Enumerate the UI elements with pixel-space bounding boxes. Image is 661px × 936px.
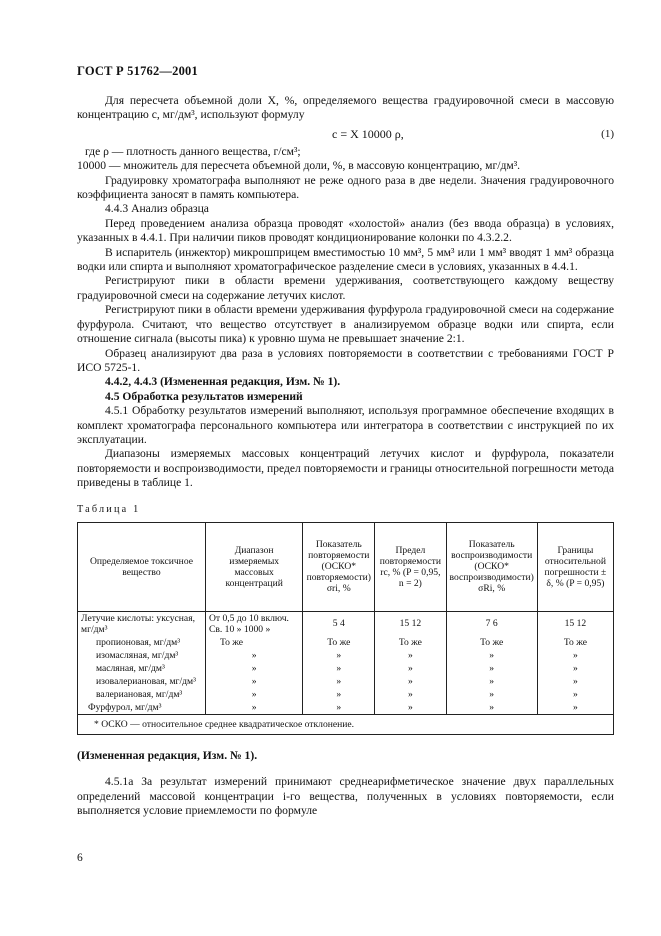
cell-range: То же <box>205 636 302 649</box>
cell-substance: пропионовая, мг/дм³ <box>78 636 206 649</box>
cell-substance: Фурфурол, мг/дм³ <box>78 701 206 715</box>
cell-value: 15 12 <box>537 611 613 636</box>
table-row <box>78 636 614 649</box>
table-row <box>78 611 614 636</box>
header-repeatability: Показатель повторяемости (ОСКО* повторяемости) σri, % <box>303 522 375 611</box>
cell-value: » <box>303 675 375 688</box>
header-reproducibility: Показатель воспроизводимости (ОСКО* воспроизводимости) σRi, % <box>446 522 537 611</box>
amendment-note-2: (Измененная редакция, Изм. № 1). <box>77 748 258 762</box>
cell-value: » <box>537 675 613 688</box>
paragraph-register-acids: Регистрируют пики в области времени удерживания, соответствующего каждому веществу градуировочной смеси на содержание летучих кислот. <box>77 274 614 302</box>
amendment-note-1: 4.4.2, 4.4.3 (Измененная редакция, Изм. № 1). <box>105 375 341 389</box>
cell-value: » <box>537 662 613 675</box>
cell-value: То же <box>446 636 537 649</box>
cell-value: » <box>375 688 446 701</box>
table-row <box>78 649 614 662</box>
paragraph-calibration: Градуировку хроматографа выполняют не реже одного раза в две недели. Значения градуировочного коэффициента заносят в память компьютера. <box>77 173 614 202</box>
cell-substance: изомасляная, мг/дм³ <box>78 649 206 662</box>
paragraph-ranges: Диапазоны измеряемых массовых концентраций летучих кислот и фурфурола, показатели повторяемости и воспроизводимости, предел повторяемости и границы относительной погрешности метода приведены в таблице 1. <box>77 447 614 490</box>
cell-range: » <box>205 649 302 662</box>
cell-value: 7 6 <box>446 611 537 636</box>
document-body <box>77 94 614 819</box>
cell-range: » <box>205 688 302 701</box>
cell-value: » <box>537 701 613 715</box>
header-repeatability-limit: Предел повторяемости rc, % (P = 0,95, n = 2) <box>375 522 446 611</box>
cell-value: То же <box>537 636 613 649</box>
cell-value: » <box>446 701 537 715</box>
cell-value: » <box>375 701 446 715</box>
cell-substance: валериановая, мг/дм³ <box>78 688 206 701</box>
formula-number: (1) <box>601 127 614 140</box>
table-footnote: * ОСКО — относительное среднее квадратическое отклонение. <box>78 714 614 734</box>
formula-expression: c = X 10000 ρ, <box>332 126 404 141</box>
cell-value: » <box>303 649 375 662</box>
table-row <box>78 688 614 701</box>
cell-value: » <box>375 675 446 688</box>
cell-value: » <box>375 649 446 662</box>
header-range: Диапазон измеряемых массовых концентраций <box>205 522 302 611</box>
results-table <box>77 522 614 735</box>
cell-value: 5 4 <box>303 611 375 636</box>
paragraph-4-5-1a: 4.5.1а За результат измерений принимают среднеарифметическое значение двух параллельных определений массовой концентрации i-го вещества, полученных в условиях повторяемости, если выполняется условие приемлемости по формуле <box>77 775 614 818</box>
cell-value: » <box>446 662 537 675</box>
cell-substance: изовалериановая, мг/дм³ <box>78 675 206 688</box>
document-header: ГОСТ Р 51762—2001 <box>77 64 198 78</box>
cell-value: » <box>537 649 613 662</box>
table-footnote-row <box>78 714 614 734</box>
cell-value: » <box>303 662 375 675</box>
header-substance: Определяемое токсичное вещество <box>78 522 206 611</box>
paragraph-register-furfural: Регистрируют пики в области времени удерживания фурфурола градуировочной смеси на содержание фурфурола. Считают, что вещество отсутствует в анализируемом образце водки или спирта, если отношение сигнала (высоты пика) к уровню шума не превышает значение 2:1. <box>77 303 614 346</box>
cell-range: » <box>205 701 302 715</box>
table-row <box>78 662 614 675</box>
table-caption: Таблица 1 <box>77 503 141 515</box>
cell-substance: масляная, мг/дм³ <box>78 662 206 675</box>
paragraph-4-5-1: 4.5.1 Обработку результатов измерений выполняют, используя программное обеспечение входящих в комплект хроматографа персонального компьютера или интегратора в соответствии с инструкцией по их эксплуатации. <box>77 404 614 446</box>
cell-value: » <box>446 675 537 688</box>
cell-value: » <box>375 662 446 675</box>
cell-value: » <box>446 688 537 701</box>
paragraph-blank-analysis: Перед проведением анализа образца проводят «холостой» анализ (без ввода образца) в условиях, указанных в 4.4.1. При наличии пиков проводят кондиционирование колонки по 4.3.2.2. <box>77 216 614 245</box>
formula-1 <box>77 125 614 143</box>
cell-range: » <box>205 675 302 688</box>
paragraph-repeat: Образец анализируют два раза в условиях повторяемости в соответствии с требованиями ГОСТ Р ИСО 5725-1. <box>77 346 614 374</box>
section-4-5: 4.5 Обработка результатов измерений <box>105 389 303 403</box>
cell-value: » <box>446 649 537 662</box>
cell-value: » <box>303 701 375 715</box>
table-row <box>78 701 614 715</box>
page-number: 6 <box>77 852 83 864</box>
cell-range: » <box>205 662 302 675</box>
header-error-bounds: Границы относительной погрешности ± δ, % (P = 0,95) <box>537 522 613 611</box>
table-header-row <box>78 522 614 611</box>
cell-substance: Летучие кислоты: уксусная, мг/дм³ <box>78 611 206 636</box>
paragraph-injection: В испаритель (инжектор) микрошприцем вместимостью 10 мм³, 5 мм³ или 1 мм³ вводят 1 мм³ образца водки или спирта и выполняют хроматографическое разделение смеси в условиях, указанных в 4.4.1. <box>77 245 614 274</box>
cell-value: То же <box>375 636 446 649</box>
where-10000: 10000 — множитель для пересчета объемной доли, %, в массовую концентрацию, мг/дм³. <box>77 159 521 173</box>
cell-range: От 0,5 до 10 включ. Св. 10 » 1000 » <box>205 611 302 636</box>
section-4-4-3: 4.4.3 Анализ образца <box>105 202 209 216</box>
cell-value: 15 12 <box>375 611 446 636</box>
cell-value: » <box>537 688 613 701</box>
cell-value: » <box>303 688 375 701</box>
table-row <box>78 675 614 688</box>
paragraph-conversion: Для пересчета объемной доли X, %, определяемого вещества градуировочной смеси в массовую концентрацию с, мг/дм³, используют формулу <box>77 94 614 122</box>
where-rho: где ρ — плотность данного вещества, г/см³; <box>85 144 301 158</box>
cell-value: То же <box>303 636 375 649</box>
